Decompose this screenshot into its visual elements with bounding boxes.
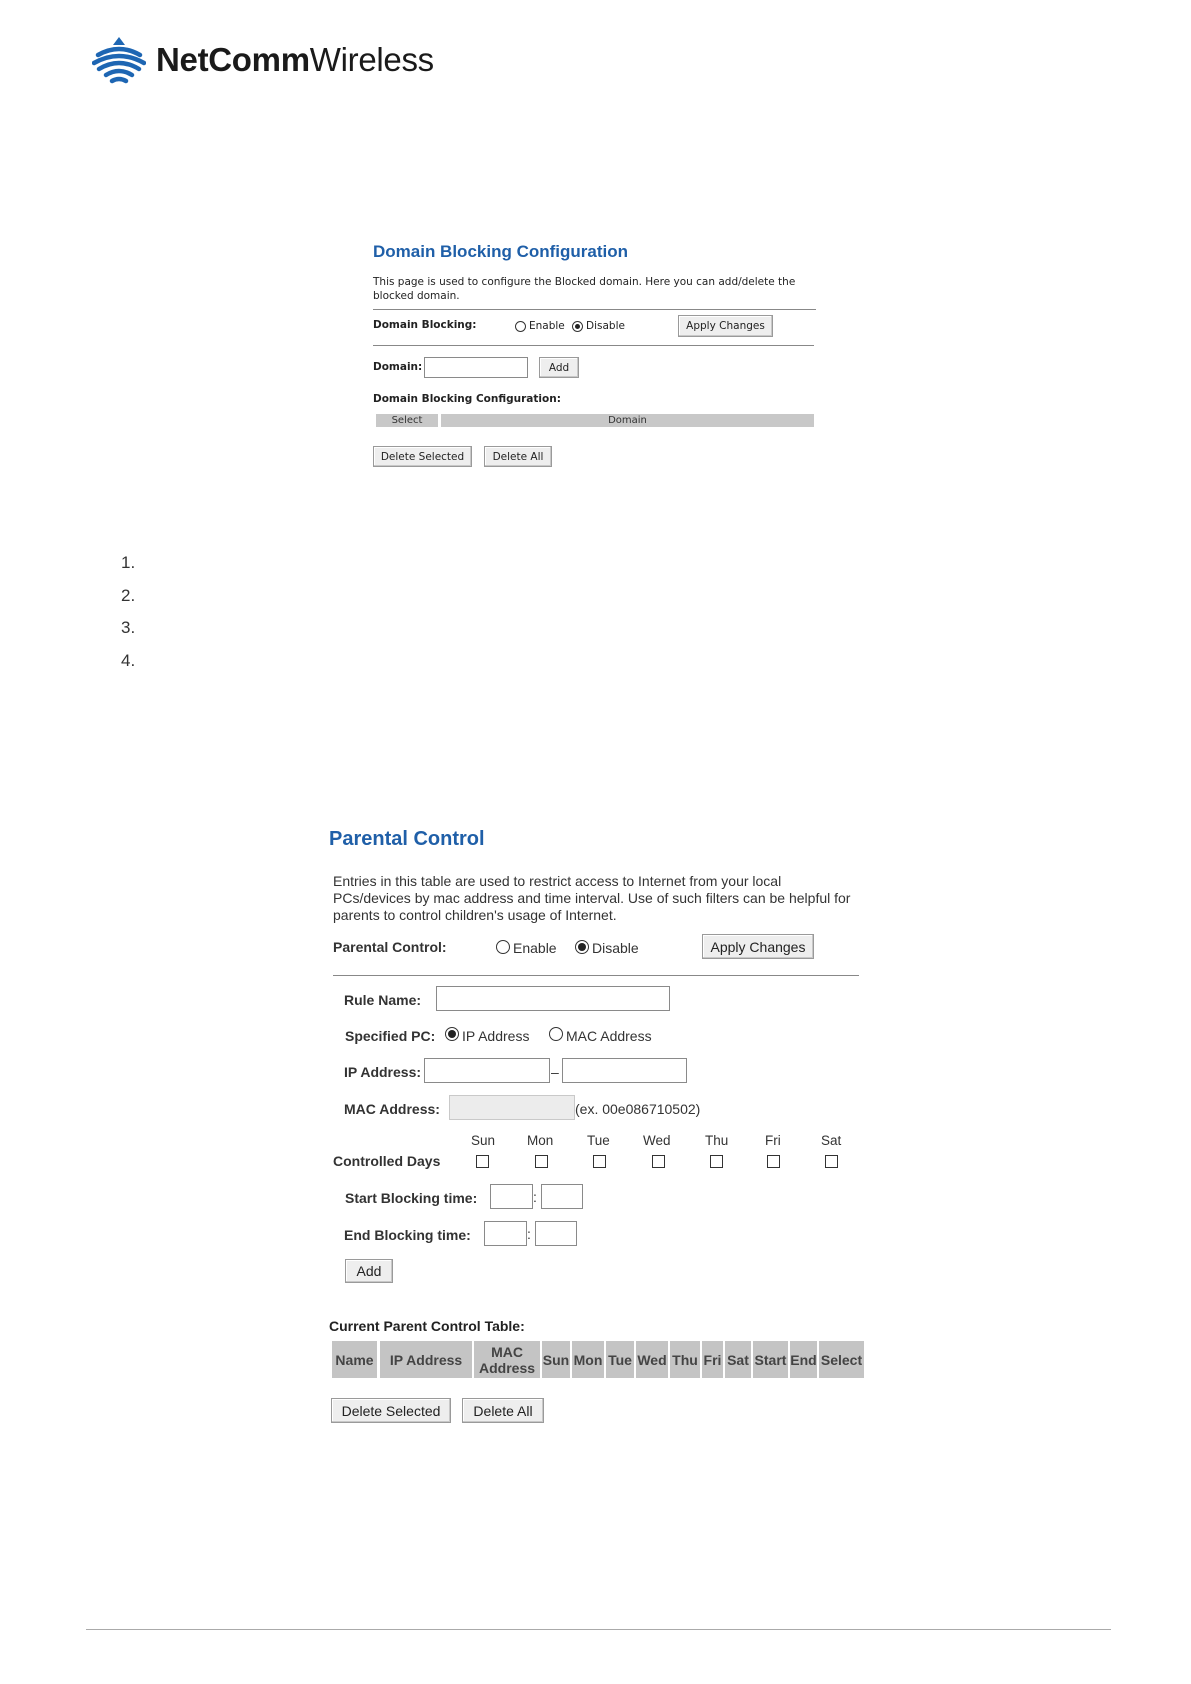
divider [373, 309, 816, 310]
ip-address-start-input[interactable] [424, 1058, 550, 1083]
specified-pc-mac-label: MAC Address [566, 1028, 652, 1044]
list-number-2: 2. [121, 586, 136, 605]
day-label-sun: Sun [471, 1133, 496, 1148]
parental-control-description-line2: PCs/devices by mac address and time interval. Use of such filters can be helpful for [333, 890, 851, 906]
domain-input[interactable] [424, 357, 528, 378]
start-time-separator: : [533, 1189, 537, 1205]
parental-control-add-button[interactable]: Add [345, 1259, 393, 1283]
table-header-ip-address: IP Address [380, 1341, 472, 1378]
day-checkbox-wed[interactable] [652, 1155, 665, 1168]
specified-pc-label: Specified PC: [345, 1028, 436, 1044]
end-blocking-time-label: End Blocking time: [344, 1227, 471, 1243]
domain-blocking-apply-button[interactable]: Apply Changes [678, 315, 773, 337]
table-header-sun: Sun [542, 1341, 570, 1378]
domain-blocking-disable-radio[interactable] [572, 321, 583, 332]
parental-control-apply-button[interactable]: Apply Changes [702, 934, 814, 959]
parental-control-delete-all-button[interactable]: Delete All [462, 1398, 544, 1423]
day-label-wed: Wed [643, 1133, 671, 1148]
day-checkbox-tue[interactable] [593, 1155, 606, 1168]
table-header-select: Select [819, 1341, 864, 1378]
divider [333, 975, 859, 976]
domain-add-button[interactable]: Add [539, 357, 579, 378]
table-header-mon: Mon [572, 1341, 604, 1378]
controlled-days-label: Controlled Days [333, 1153, 441, 1169]
start-hour-input[interactable] [490, 1184, 533, 1209]
parental-control-enable-radio[interactable] [496, 940, 510, 954]
domain-delete-selected-button[interactable]: Delete Selected [373, 446, 472, 467]
day-label-thu: Thu [705, 1133, 729, 1148]
footer-divider [86, 1629, 1111, 1630]
ip-address-label: IP Address: [344, 1064, 422, 1080]
start-blocking-time-label: Start Blocking time: [345, 1190, 478, 1206]
end-hour-input[interactable] [484, 1221, 527, 1246]
table-header-name: Name [332, 1341, 377, 1378]
parental-control-disable-label: Disable [592, 940, 639, 956]
domain-blocking-title: Domain Blocking Configuration [373, 242, 628, 261]
list-number-3: 3. [121, 618, 136, 637]
domain-table-header-select: Select [376, 414, 438, 427]
domain-table-title: Domain Blocking Configuration: [373, 393, 561, 405]
table-header-wed: Wed [636, 1341, 668, 1378]
day-label-tue: Tue [587, 1133, 610, 1148]
domain-blocking-enable-radio[interactable] [515, 321, 526, 332]
end-time-separator: : [527, 1226, 531, 1242]
domain-delete-all-button[interactable]: Delete All [484, 446, 552, 467]
parental-control-enable-label: Enable [513, 940, 557, 956]
ip-address-end-input[interactable] [562, 1058, 687, 1083]
table-header-sat: Sat [725, 1341, 751, 1378]
domain-table-header-domain: Domain [441, 414, 814, 427]
table-header-start: Start [753, 1341, 788, 1378]
specified-pc-ip-radio[interactable] [445, 1027, 459, 1041]
end-minute-input[interactable] [535, 1221, 577, 1246]
domain-blocking-disable-label: Disable [586, 320, 625, 332]
domain-blocking-description-line1: This page is used to configure the Blocked domain. Here you can add/delete the [373, 276, 796, 288]
list-number-1: 1. [121, 553, 136, 572]
domain-blocking-enable-label: Enable [529, 320, 565, 332]
parent-control-table-title: Current Parent Control Table: [329, 1318, 525, 1334]
table-header-mac-address: MAC Address [474, 1341, 540, 1378]
table-header-fri: Fri [702, 1341, 723, 1378]
parental-control-title: Parental Control [329, 828, 485, 850]
table-header-thu: Thu [670, 1341, 700, 1378]
table-header-tue: Tue [606, 1341, 634, 1378]
parental-control-label: Parental Control: [333, 939, 447, 955]
mac-address-label: MAC Address: [344, 1101, 440, 1117]
parental-control-description-line1: Entries in this table are used to restrict access to Internet from your local [333, 873, 782, 889]
specified-pc-mac-radio[interactable] [549, 1027, 563, 1041]
day-checkbox-thu[interactable] [710, 1155, 723, 1168]
day-label-fri: Fri [765, 1133, 781, 1148]
day-label-mon: Mon [527, 1133, 554, 1148]
start-minute-input[interactable] [541, 1184, 583, 1209]
day-checkbox-mon[interactable] [535, 1155, 548, 1168]
specified-pc-ip-label: IP Address [462, 1028, 530, 1044]
parental-control-delete-selected-button[interactable]: Delete Selected [331, 1398, 451, 1423]
parental-control-description-line3: parents to control children's usage of Internet. [333, 907, 617, 923]
mac-address-input[interactable] [449, 1095, 575, 1120]
list-number-4: 4. [121, 651, 136, 670]
domain-blocking-label: Domain Blocking: [373, 319, 477, 331]
wireless-signal-icon [92, 35, 146, 85]
rule-name-input[interactable] [436, 986, 670, 1011]
domain-blocking-description-line2: blocked domain. [373, 290, 460, 302]
mac-address-hint: (ex. 00e086710502) [575, 1101, 701, 1117]
ip-address-separator: – [551, 1064, 559, 1080]
divider [373, 345, 814, 346]
rule-name-label: Rule Name: [344, 992, 422, 1008]
day-checkbox-fri[interactable] [767, 1155, 780, 1168]
domain-label: Domain: [373, 361, 423, 373]
netcomm-logo [92, 34, 434, 86]
logo-wordmark: NetCommWireless [156, 41, 434, 78]
day-label-sat: Sat [821, 1133, 842, 1148]
day-checkbox-sun[interactable] [476, 1155, 489, 1168]
table-header-end: End [790, 1341, 817, 1378]
day-checkbox-sat[interactable] [825, 1155, 838, 1168]
parental-control-disable-radio[interactable] [575, 940, 589, 954]
